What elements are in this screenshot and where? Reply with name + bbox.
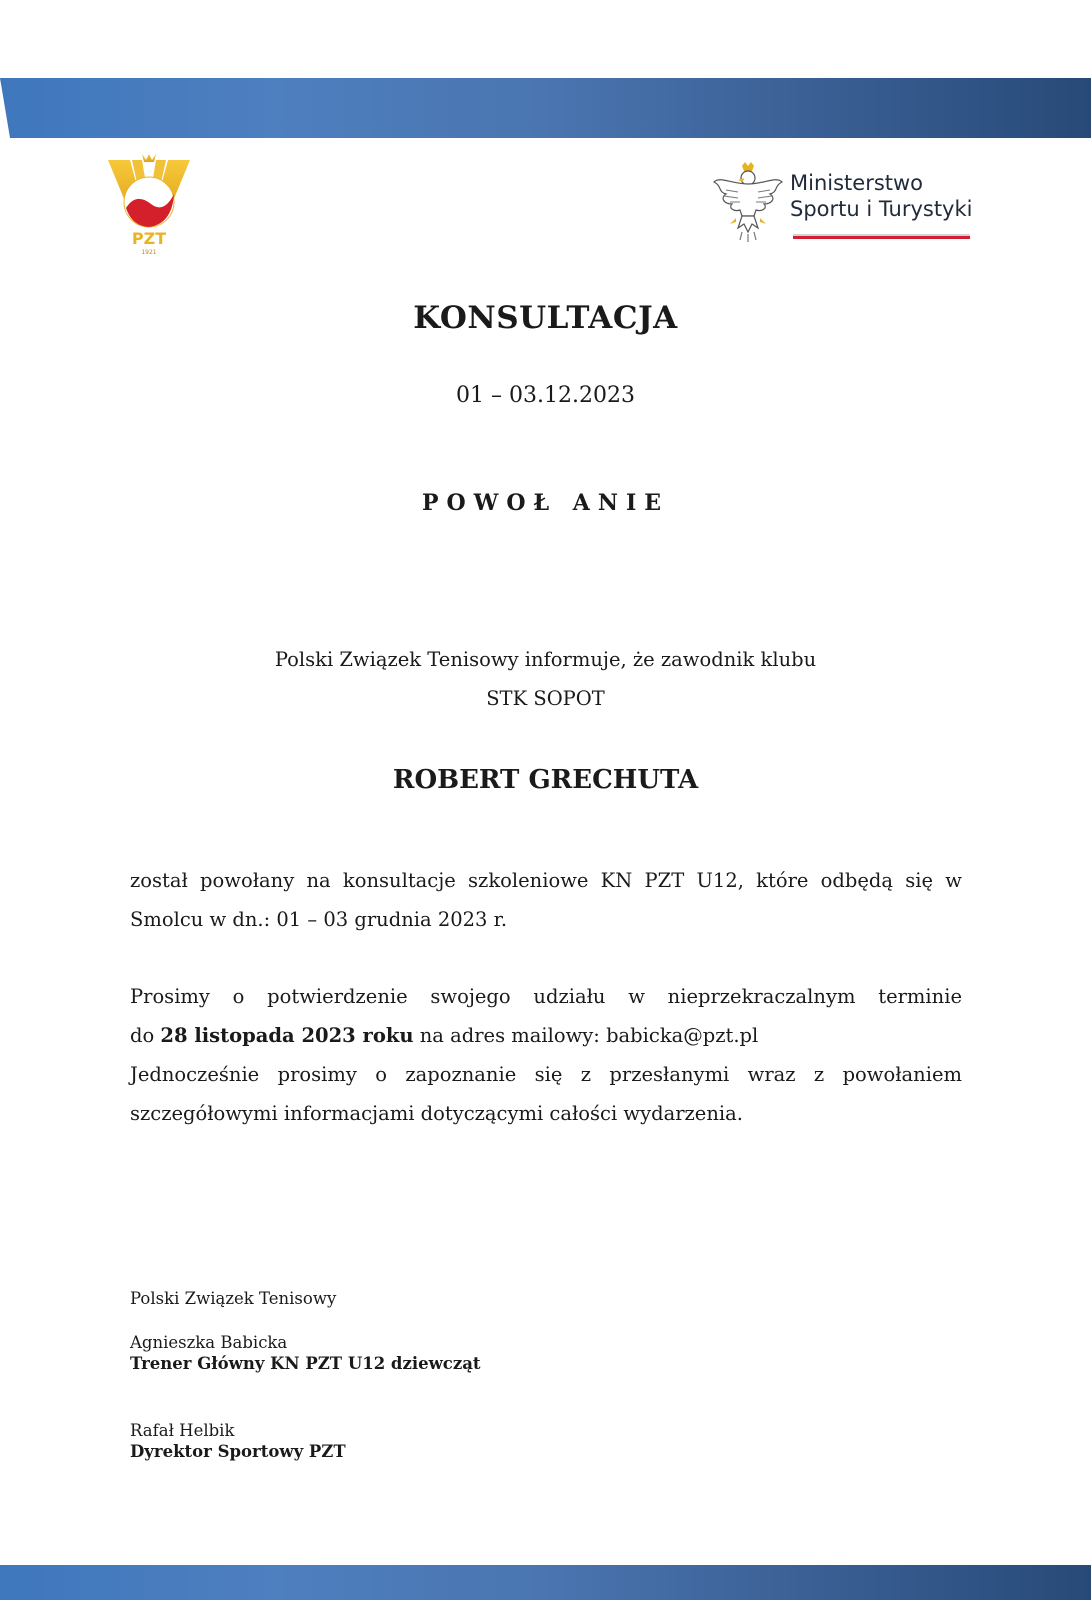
callup-paragraph-line1: został powołany na konsultacje szkoleniowe KN PZT U12, które odbędą się w (130, 869, 962, 892)
confirmation-line4: szczegółowymi informacjami dotyczącymi całości wydarzenia. (130, 1102, 743, 1125)
signature-director-name: Rafał Helbik (130, 1421, 235, 1440)
signature-coach-role: Trener Główny KN PZT U12 dziewcząt (130, 1354, 481, 1373)
confirmation-line3: Jednocześnie prosimy o zapoznanie się z przesłanymi wraz z powołaniem (130, 1063, 962, 1086)
club-name: STK SOPOT (486, 687, 605, 710)
confirmation-line1: Prosimy o potwierdzenie swojego udziału w nieprzekraczalnym terminie (130, 985, 962, 1008)
signature-coach (130, 1332, 481, 1374)
document-title: KONSULTACJA (413, 300, 678, 336)
ministry-name (790, 170, 985, 222)
confirmation-email-text: na adres mailowy: babicka@pzt.pl (413, 1024, 759, 1047)
ministry-name-line1: Ministerstwo (790, 171, 924, 195)
ministry-logo (712, 162, 982, 244)
confirmation-line2 (130, 1016, 962, 1055)
white-eagle-icon (712, 162, 784, 244)
pzt-logo (106, 152, 192, 262)
intro-text: Polski Związek Tenisowy informuje, że zawodnik klubu (274, 648, 817, 671)
callup-paragraph-line2: Smolcu w dn.: 01 – 03 grudnia 2023 r. (130, 908, 508, 931)
pzt-logo-year: 1921 (141, 249, 157, 256)
event-dates: 01 – 03.12.2023 (456, 383, 635, 408)
pzt-emblem-icon (106, 152, 192, 252)
signature-coach-name: Agnieszka Babicka (130, 1333, 288, 1352)
player-name: ROBERT GRECHUTA (392, 765, 699, 795)
signature-organization: Polski Związek Tenisowy (130, 1289, 337, 1308)
pzt-logo-text: PZT (131, 229, 167, 248)
signature-director (130, 1420, 346, 1462)
confirmation-paragraph (130, 977, 962, 1133)
header-band (0, 78, 1091, 138)
footer-band (0, 1565, 1091, 1600)
callup-heading: POWOŁ ANIE (421, 490, 670, 516)
callup-paragraph (130, 861, 962, 939)
confirmation-deadline: 28 listopada 2023 roku (160, 1024, 414, 1047)
signature-director-role: Dyrektor Sportowy PZT (130, 1442, 346, 1461)
ministry-name-line2: Sportu i Turystyki (790, 197, 973, 221)
polish-flag-stripe (793, 234, 970, 239)
confirmation-do: do (130, 1024, 161, 1047)
